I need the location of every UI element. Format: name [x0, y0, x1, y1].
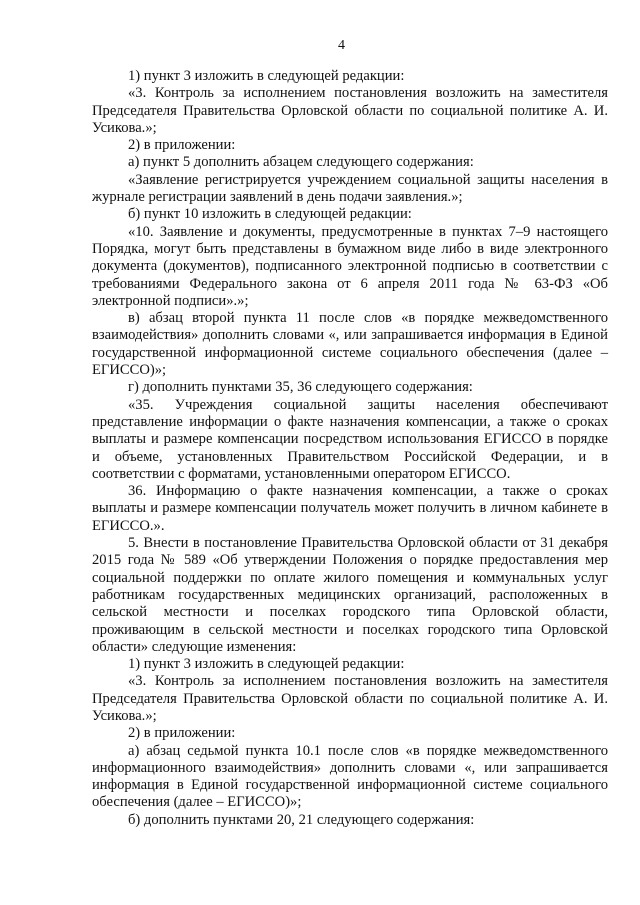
paragraph-control-clause: «3. Контроль за исполнением постановления возложить на заместителя Председателя Правительства Орловской области по социальной политике А. И. Усикова.»; — [92, 85, 608, 136]
paragraph-point-10-quote: «10. Заявление и документы, предусмотренные в пунктах 7–9 настоящего Порядка, могут быть представлены в бумажном виде либо в виде электронного документа (документов), подписанного электронной подписью в соответствии с требованиями Федерального закона от 6 апреля 2011 года № 63-ФЗ «Об электронной подписи».»; — [92, 223, 608, 309]
paragraph-subitem-g: г) дополнить пунктами 35, 36 следующего содержания: — [128, 379, 473, 396]
paragraph-subitem-b-second: б) дополнить пунктами 20, 21 следующего содержания: — [128, 811, 475, 828]
page-number: 4 — [338, 38, 345, 53]
paragraph-subitem-v: в) абзац второй пункта 11 после слов «в порядке межведомственного взаимодействия» дополнить словами «, или запрашивается информация в Единой государственной информационной системе социального обеспечения (далее – ЕГИССО)»; — [92, 310, 608, 379]
paragraph-registration-quote: «Заявление регистрируется учреждением социальной защиты населения в журнале регистрации заявлений в день подачи заявления.»; — [92, 171, 608, 206]
paragraph-item-1-second: 1) пункт 3 изложить в следующей редакции: — [128, 656, 405, 673]
paragraph-item-2-second: 2) в приложении: — [128, 725, 236, 742]
paragraph-point-35-quote: «35. Учреждения социальной защиты населения обеспечивают представление информации о факте назначения компенсации, а также о сроках выплаты и размере компенсации посредством использования ЕГИССО в порядке и объеме, установленных Правительством Российской Федерации, и в соответствии с форматами, установленными оператором ЕГИССО. — [92, 396, 608, 482]
paragraph-subitem-a: а) пункт 5 дополнить абзацем следующего содержания: — [128, 154, 474, 171]
paragraph-point-36-quote: 36. Информацию о факте назначения компенсации, а также о сроках выплаты и размере компенсации получатель может получить в личном кабинете в ЕГИССО.». — [92, 483, 608, 534]
paragraph-subitem-a-second: а) абзац седьмой пункта 10.1 после слов «в порядке межведомственного информационного взаимодействия» дополнить словами «, или запрашивается информация в Единой государственной информационной системе социального обеспечения (далее – ЕГИССО)»; — [92, 742, 608, 811]
paragraph-subitem-b: б) пункт 10 изложить в следующей редакции: — [128, 206, 412, 223]
document-body — [92, 68, 608, 829]
paragraph-item-1: 1) пункт 3 изложить в следующей редакции: — [128, 68, 405, 84]
paragraph-item-2: 2) в приложении: — [128, 137, 236, 154]
paragraph-section-5: 5. Внести в постановление Правительства Орловской области от 31 декабря 2015 года № 589 «Об утверждении Положения о порядке предоставления мер социальной поддержки по оплате жилого помещения и коммунальных услуг работникам государственных медицинских организаций, расположенных в сельской местности и поселках городского типа Орловской области, проживающим в сельской местности и поселках городского типа Орловской области» следующие изменения: — [92, 535, 608, 655]
paragraph-control-clause-second: «3. Контроль за исполнением постановления возложить на заместителя Председателя Правительства Орловской области по социальной политике А. И. Усикова.»; — [92, 673, 608, 724]
